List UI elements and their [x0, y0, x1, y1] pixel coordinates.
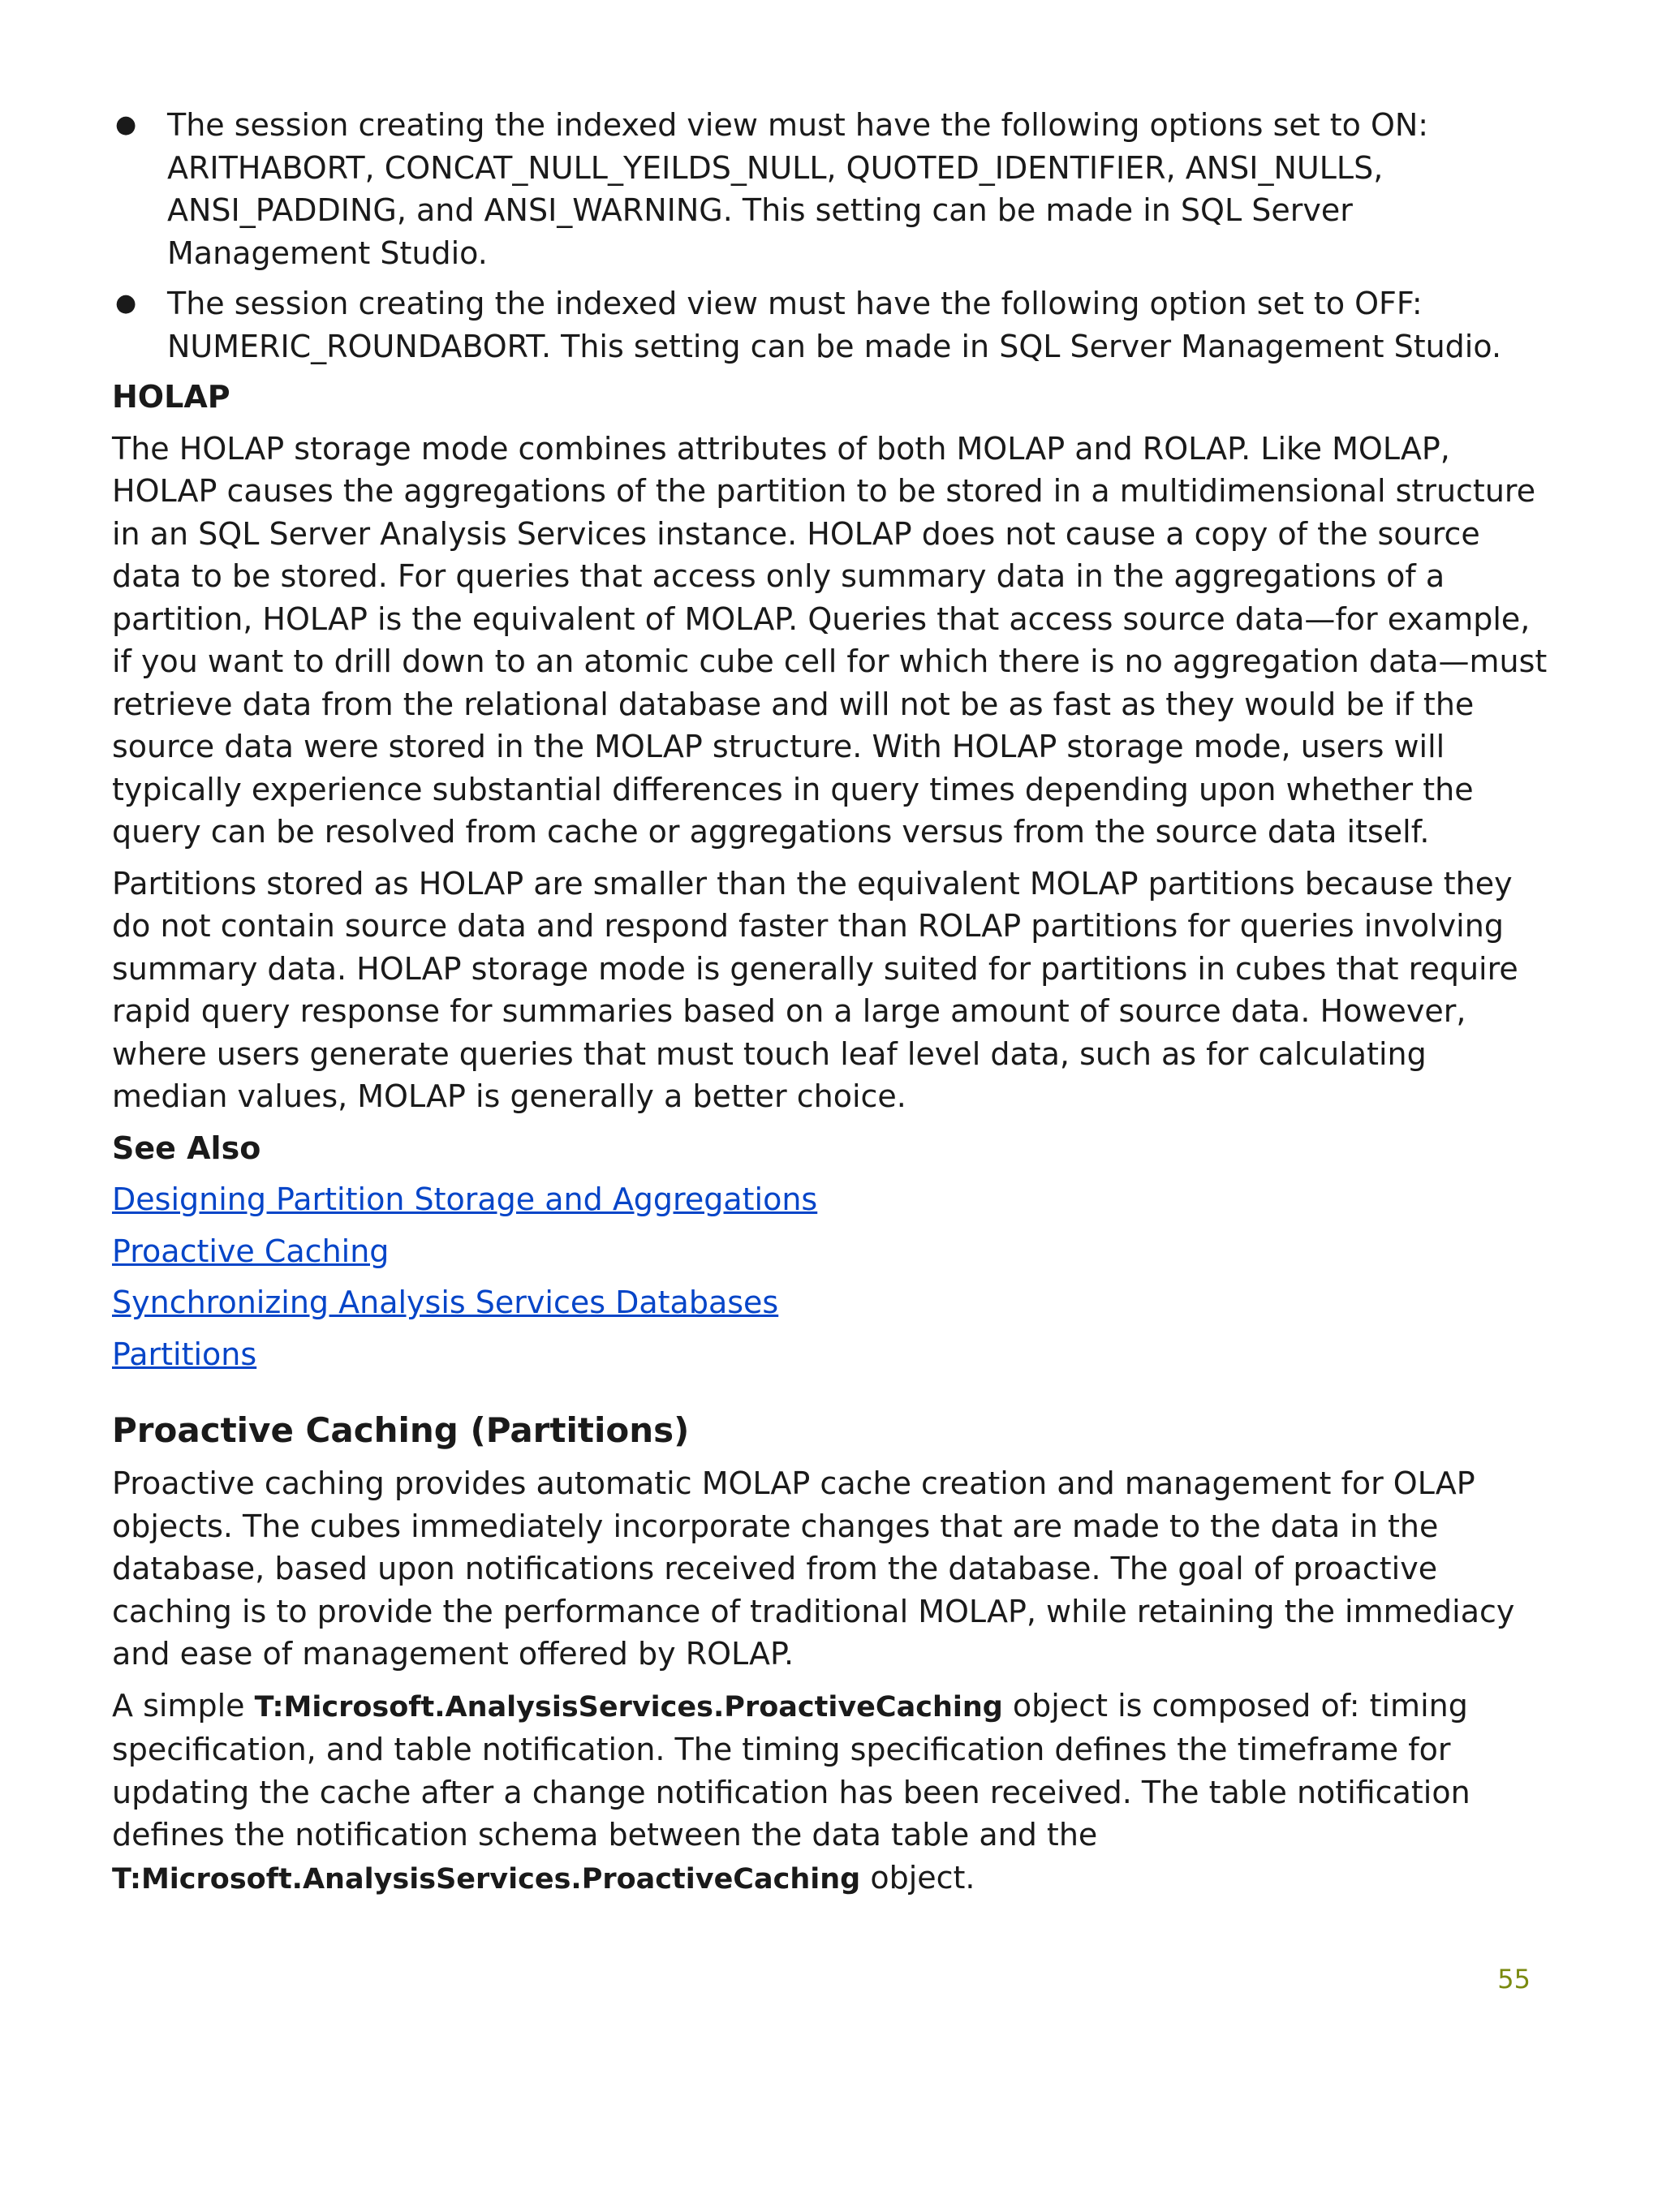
text-fragment: object.: [860, 1859, 975, 1896]
holap-paragraph: Partitions stored as HOLAP are smaller than the equivalent MOLAP partitions because they do not contain source data and respond faster than ROLAP partitions for queries involving summary data. HOLAP storage mode is generally suited for partitions in cubes that require rapid query response for summaries based on a large amount of source data. However, where users generate queries that must touch leaf level data, such as for calculating median values, MOLAP is generally a better choice.: [112, 865, 1518, 1114]
proactive-caching-heading: Proactive Caching (Partitions): [112, 1410, 690, 1450]
bullet-list: [112, 104, 1548, 368]
link-proactive-caching[interactable]: Proactive Caching: [112, 1233, 390, 1269]
bullet-text: The session creating the indexed view must have the following option set to OFF: NUMERIC_ROUNDABORT. This setting can be made in SQL Server Management Studio.: [167, 286, 1502, 364]
holap-paragraph: The HOLAP storage mode combines attributes of both MOLAP and ROLAP. Like MOLAP, HOLAP causes the aggregations of the partition to be stored in a multidimensional structure in an SQL Server Analysis Services instance. HOLAP does not cause a copy of the source data to be stored. For queries that access only summary data in the aggregations of a partition, HOLAP is the equivalent of MOLAP. Queries that access source data—for example, if you want to drill down to an atomic cube cell for which there is no aggregation data—must retrieve data from the relational database and will not be as fast as they would be if the source data were stored in the MOLAP structure. With HOLAP storage mode, users will typically experience substantial differences in query times depending upon whether the query can be resolved from cache or aggregations versus from the source data itself.: [112, 430, 1548, 850]
text-fragment: object is composed of: timing specification, and table notification. The timing specification defines the timeframe for updating the cache after a change notification has been received. The table notification defines the notification schema between the data table and the: [112, 1687, 1470, 1853]
see-also-heading: See Also: [112, 1130, 261, 1166]
bullet-icon: ●: [115, 289, 137, 317]
link-partitions[interactable]: Partitions: [112, 1336, 257, 1372]
proactive-paragraph-2: [112, 1685, 1548, 1901]
text-fragment: A simple: [112, 1687, 255, 1724]
document-page: [112, 104, 1548, 1909]
bullet-item: [112, 104, 1548, 274]
link-designing-partition-storage[interactable]: Designing Partition Storage and Aggregations: [112, 1181, 818, 1217]
proactive-paragraph: Proactive caching provides automatic MOLAP cache creation and management for OLAP objects. The cubes immediately incorporate changes that are made to the data in the database, based upon notifications received from the database. The goal of proactive caching is to provide the performance of traditional MOLAP, while retaining the immediacy and ease of management offered by ROLAP.: [112, 1465, 1515, 1672]
code-reference: T:Microsoft.AnalysisServices.ProactiveCaching: [254, 1690, 1003, 1724]
link-synchronizing-databases[interactable]: Synchronizing Analysis Services Databases: [112, 1285, 779, 1320]
code-reference: T:Microsoft.AnalysisServices.ProactiveCaching: [112, 1862, 861, 1896]
page-number: 55: [1497, 1964, 1531, 1995]
bullet-item: [112, 282, 1548, 368]
holap-heading: HOLAP: [112, 379, 230, 415]
bullet-icon: ●: [115, 110, 137, 139]
bullet-text: The session creating the indexed view must have the following options set to ON: ARITHABORT, CONCAT_NULL_YEILDS_NULL, QUOTED_IDENTIFIER, ANSI_NULLS, ANSI_PADDING, and ANSI_WARNING. This setting can be made in SQL Server Management Studio.: [167, 107, 1429, 271]
